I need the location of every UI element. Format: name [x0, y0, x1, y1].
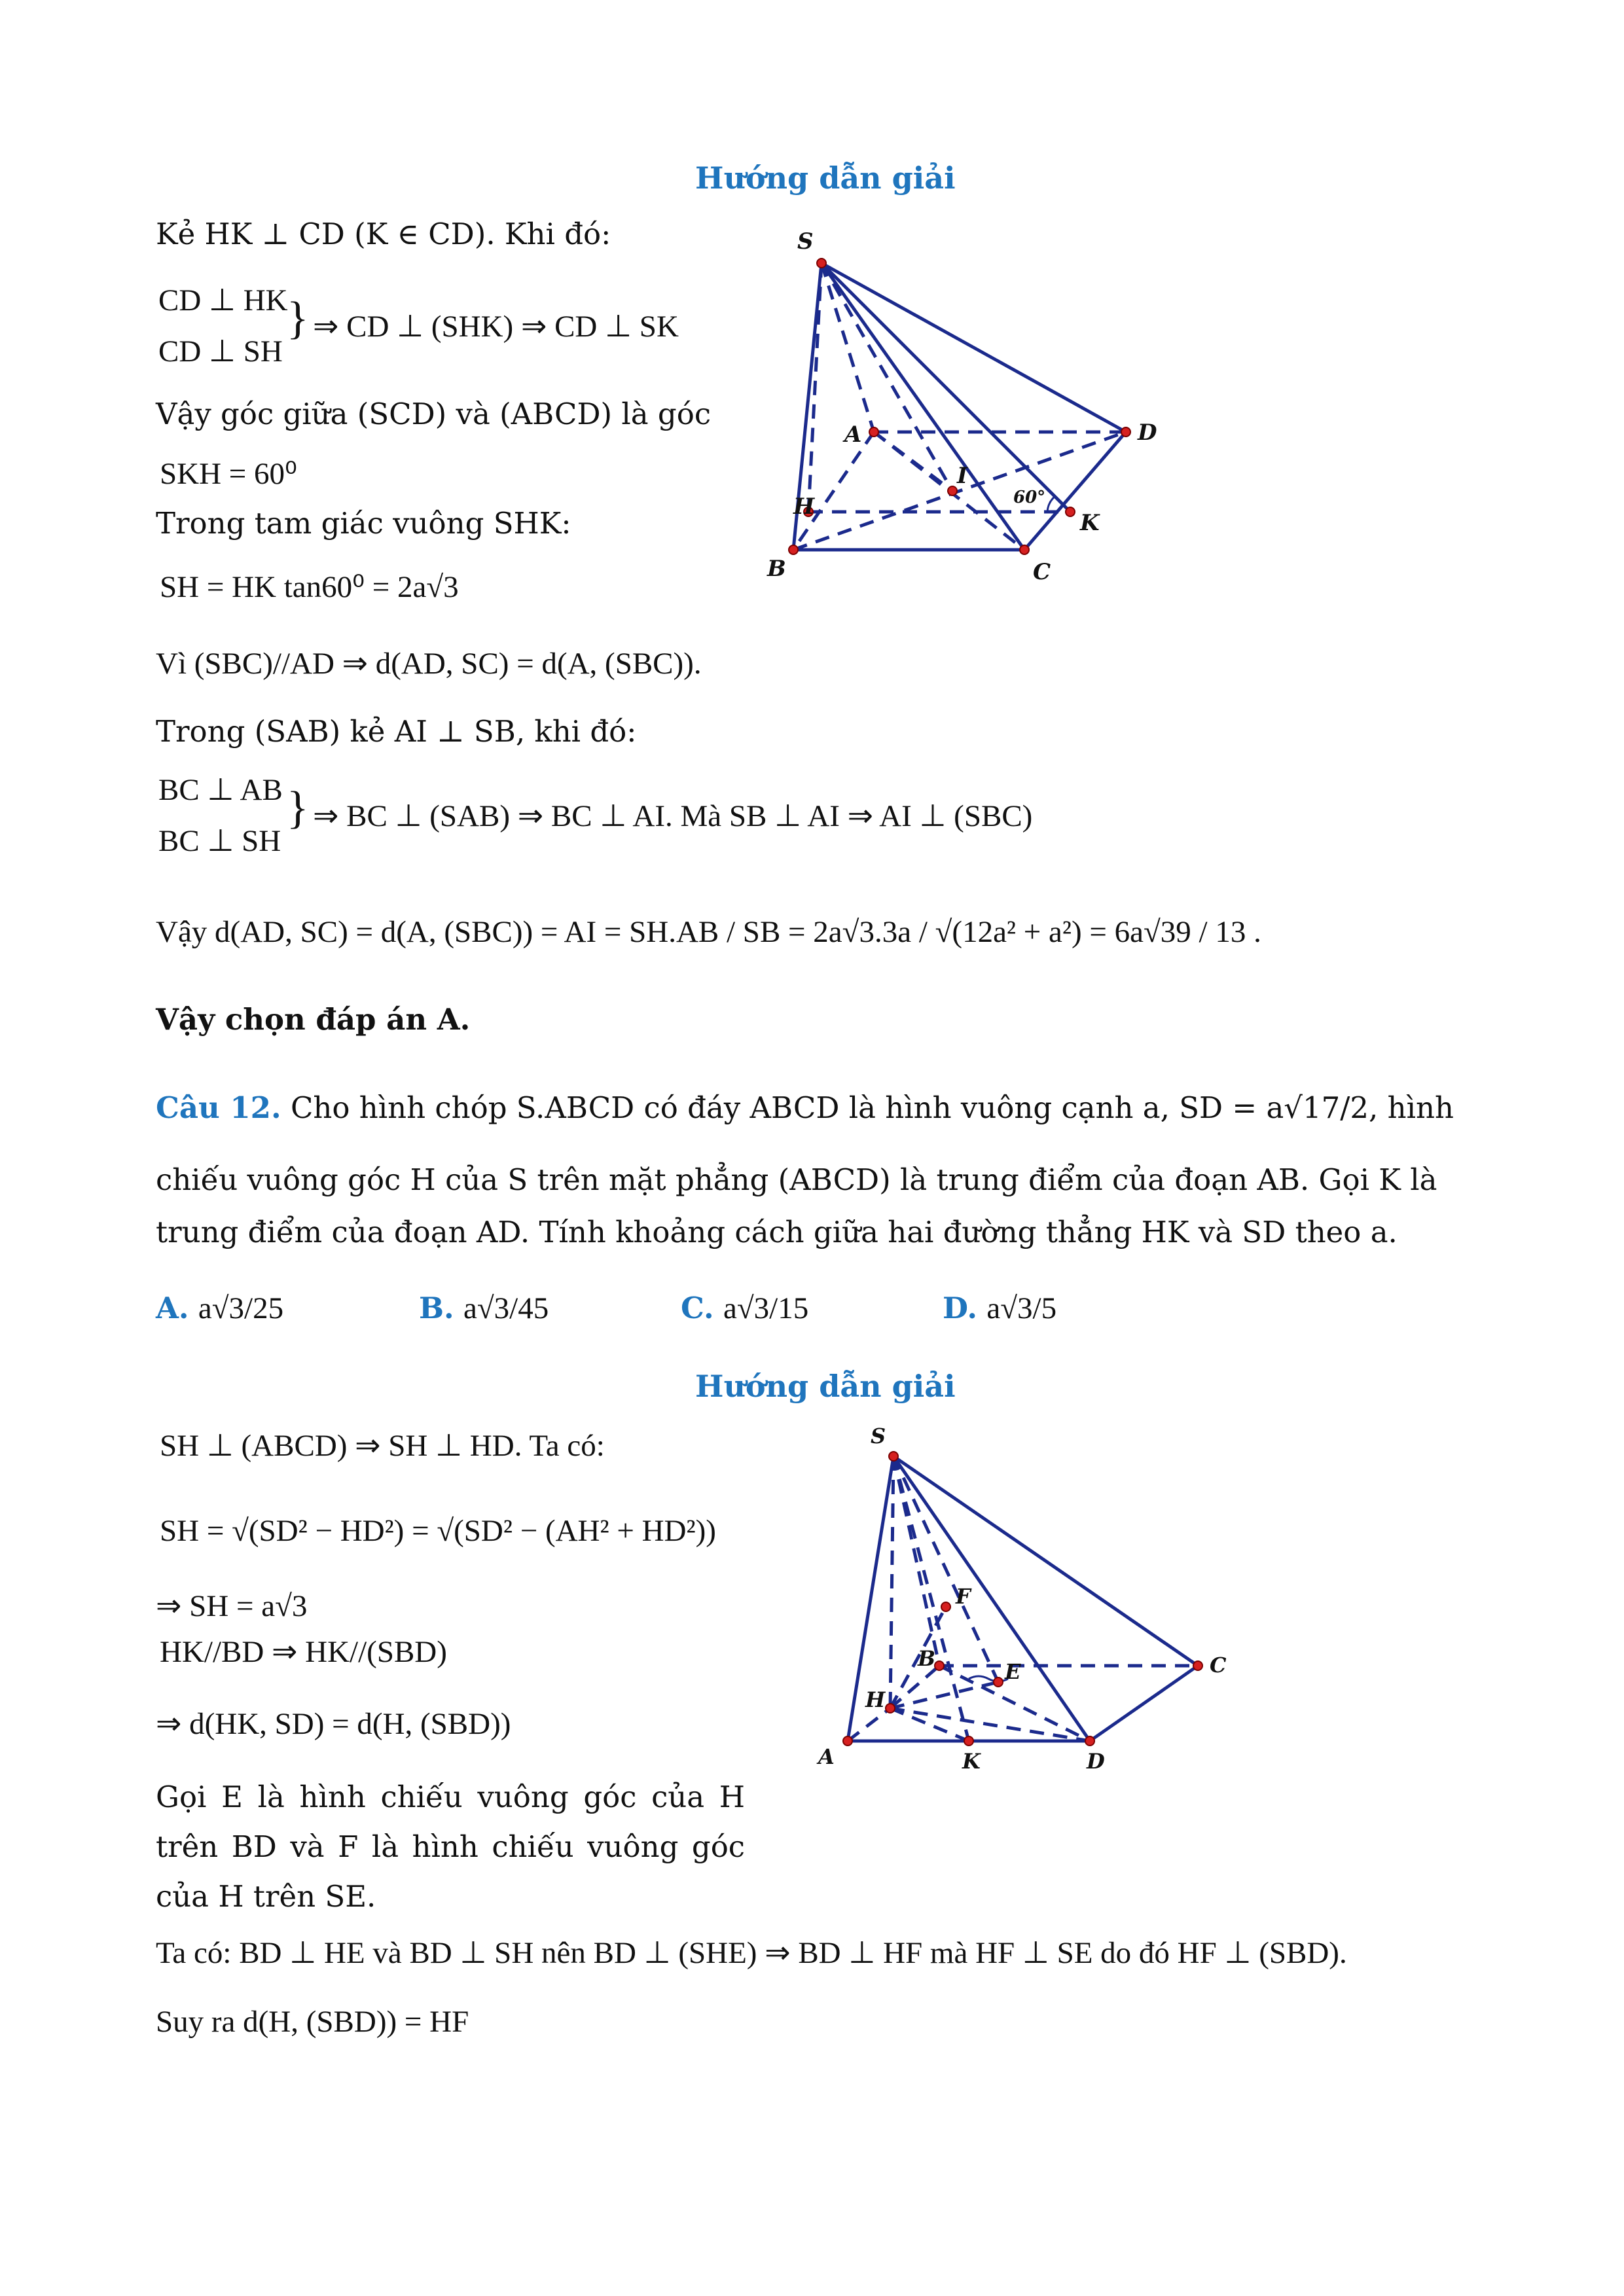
solution1-line1: Kẻ HK ⊥ CD (K ∈ CD). Khi đó: [156, 217, 611, 251]
option-d[interactable] [943, 1289, 1056, 1328]
solution2-heading: Hướng dẫn giải [695, 1369, 956, 1404]
system1-brace: } [287, 293, 309, 344]
edge-SD [893, 1456, 1090, 1741]
point-S [817, 259, 826, 268]
label-A: A [818, 1744, 835, 1769]
solution2-line3: ⇒ SH = a√3 [156, 1589, 308, 1623]
label-angle: 60° [1013, 488, 1046, 507]
label-E: E [1005, 1659, 1021, 1684]
edge-HK [890, 1708, 969, 1741]
edge-AB [793, 432, 874, 550]
solution1-line8: Trong (SAB) kẻ AI ⊥ SB, khi đó: [156, 714, 637, 749]
solution1-heading: Hướng dẫn giải [695, 160, 956, 196]
label-S: S [871, 1424, 886, 1448]
edge-SH [890, 1456, 893, 1708]
solution2-line1: SH ⊥ (ABCD) ⇒ SH ⊥ HD. Ta có: [160, 1429, 605, 1463]
label-H: H [865, 1687, 886, 1712]
solution1-conclusion: Vậy chọn đáp án A. [156, 1002, 471, 1037]
point-B [789, 545, 798, 554]
label-C: C [1033, 559, 1051, 585]
point-A [843, 1736, 852, 1746]
point-D [1085, 1736, 1094, 1746]
label-S: S [797, 228, 814, 255]
solution1-line6: SH = HK tan60⁰ = 2a√3 [160, 570, 459, 604]
figure1-pyramid [740, 223, 1191, 596]
solution2-line7: Ta có: BD ⊥ HE và BD ⊥ SH nên BD ⊥ (SHE) ⇒ BD ⊥ HF mà HF ⊥ SE do đó HF ⊥ (SBD). [156, 1936, 1347, 1970]
option-d-label: D. [943, 1291, 978, 1325]
edge-AH [848, 1708, 890, 1741]
system2-eq2: BC ⊥ SH [158, 824, 281, 858]
label-I: I [957, 463, 967, 489]
solution1-line3: Vậy góc giữa (SCD) và (ABCD) là góc [156, 397, 712, 431]
question12-line3: trung điểm của đoạn AD. Tính khoảng cách giữa hai đường thẳng HK và SD theo a. [156, 1215, 1398, 1249]
option-b[interactable] [419, 1289, 549, 1328]
point-H [886, 1704, 895, 1713]
point-B [935, 1661, 944, 1670]
solution1-line7: Vì (SBC)//AD ⇒ d(AD, SC) = d(A, (SBC)). [156, 647, 702, 681]
solution2-line6: Gọi E là hình chiếu vuông góc của H trên BD và F là hình chiếu vuông góc của H trên SE. [156, 1780, 745, 1914]
point-C [1193, 1661, 1202, 1670]
system2-brace: } [287, 783, 309, 833]
solution2-line4: HK//BD ⇒ HK//(SBD) [160, 1635, 447, 1669]
label-D: D [1087, 1749, 1105, 1774]
system1-eq2: CD ⊥ SH [158, 334, 283, 368]
angle-arc [1047, 496, 1055, 512]
point-I [948, 486, 957, 495]
label-A: A [844, 422, 862, 448]
solution2-line8: Suy ra d(H, (SBD)) = HF [156, 2005, 469, 2039]
system2-eq1: BC ⊥ AB [158, 773, 283, 807]
point-F [941, 1602, 950, 1611]
option-b-value: a√3/45 [463, 1291, 549, 1325]
system1-result: ⇒ CD ⊥ (SHK) ⇒ CD ⊥ SK [313, 310, 679, 344]
label-B: B [767, 556, 786, 582]
label-H: H [793, 493, 815, 520]
label-K: K [1080, 510, 1100, 536]
solution1-line5: Trong tam giác vuông SHK: [156, 506, 571, 541]
label-B: B [918, 1646, 936, 1671]
question12-label: Câu 12. [156, 1090, 281, 1125]
option-a[interactable] [156, 1289, 283, 1328]
solution1-line10: Vậy d(AD, SC) = d(A, (SBC)) = AI = SH.AB / SB = 2a√3.3a / √(12a² + a²) = 6a√39 / 13 . [156, 915, 1261, 949]
system1-eq1: CD ⊥ HK [158, 283, 288, 317]
point-K [964, 1736, 973, 1746]
edge-SC [893, 1456, 1198, 1666]
point-C [1020, 545, 1029, 554]
edge-DC [1090, 1666, 1198, 1741]
question12-line1 [156, 1090, 1454, 1126]
option-b-label: B. [419, 1291, 454, 1325]
option-c[interactable] [681, 1289, 808, 1328]
figure2-pyramid [805, 1420, 1250, 1787]
question12-line2: chiếu vuông góc H của S trên mặt phẳng (ABCD) là trung điểm của đoạn AB. Gọi K là [156, 1162, 1437, 1197]
option-a-value: a√3/25 [198, 1291, 284, 1325]
option-d-value: a√3/5 [986, 1291, 1057, 1325]
label-C: C [1210, 1653, 1227, 1677]
option-c-label: C. [681, 1291, 714, 1325]
option-c-value: a√3/15 [723, 1291, 809, 1325]
edge-HD [890, 1708, 1090, 1741]
point-D [1121, 427, 1130, 437]
label-D: D [1138, 420, 1157, 446]
solution2-line2: SH = √(SD² − HD²) = √(SD² − (AH² + HD²)) [160, 1514, 716, 1548]
solution1-line4: SKH = 60⁰ [160, 457, 297, 491]
edge-SI [821, 263, 952, 491]
point-E [994, 1677, 1003, 1687]
label-K: K [962, 1749, 981, 1774]
question12-text1: Cho hình chóp S.ABCD có đáy ABCD là hình vuông cạnh a, SD = a√17/2, hình [290, 1090, 1454, 1125]
edge-HE [890, 1682, 998, 1708]
solution2-line5: ⇒ d(HK, SD) = d(H, (SBD)) [156, 1707, 511, 1741]
edge-SC [821, 263, 1024, 550]
option-a-label: A. [156, 1291, 189, 1325]
point-S [889, 1452, 898, 1461]
point-A [869, 427, 878, 437]
point-K [1066, 507, 1075, 516]
system2-result: ⇒ BC ⊥ (SAB) ⇒ BC ⊥ AI. Mà SB ⊥ AI ⇒ AI ⊥ (SBC) [313, 799, 1033, 833]
label-F: F [956, 1584, 971, 1609]
